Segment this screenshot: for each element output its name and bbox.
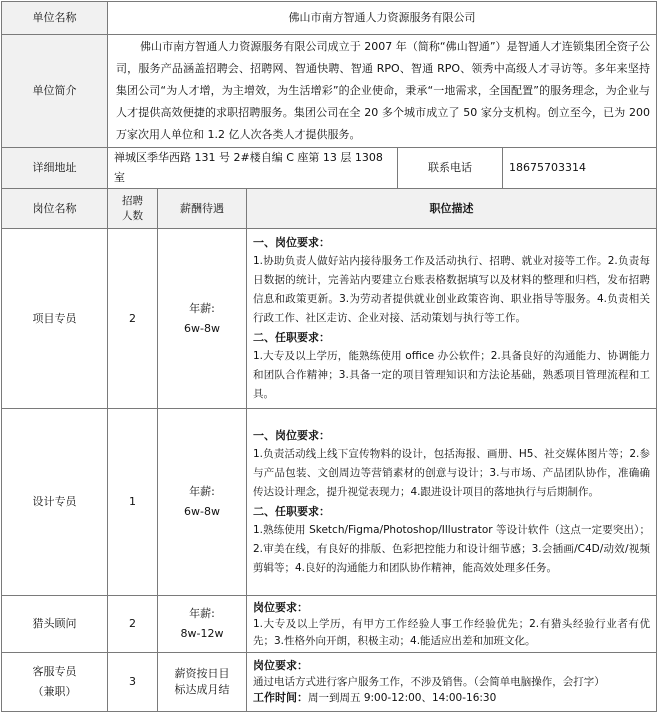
job-title: 设计专员: [2, 409, 108, 596]
salary-value: 6w-8w: [184, 505, 220, 518]
job-count: 2: [108, 596, 158, 653]
position-name-header: 岗位名称: [2, 189, 108, 229]
salary-label: 年薪:: [189, 607, 215, 620]
work-time-title: 工作时间：: [253, 691, 308, 704]
requirements-text: 1.协助负责人做好站内接待服务工作及活动执行、招聘、就业对接等工作。2.负责每日数据的统计，完善站内要建立台账表格数据填写以及材料的整理和归档，发布招聘信息和政策更新。3.为劳动者提供就业创业政策咨询、职业指导等服务。4.负责相关行政工作、社区走访、企业对接、活动策划与执行等工作。: [253, 255, 651, 324]
salary-value: 6w-8w: [184, 321, 220, 335]
company-name: 佛山市南方智通人力资源服务有限公司: [108, 2, 657, 35]
job-description: [247, 229, 657, 409]
requirements-text: 通过电话方式进行客户服务工作，不涉及销售。（会简单电脑操作，会打字）: [253, 676, 605, 688]
job-title: 项目专员: [2, 229, 108, 409]
job-salary: [158, 229, 247, 409]
requirements-text: 1.负责活动线上线下宣传物料的设计，包括海报、画册、H5、社交媒体图片等；2.参与产品包装、文创周边等营销素材的创意与设计；3.与市场、产品团队协作，准确确传达设计理念，提升视觉表现力；4.跟进设计项目的落地执行与后期制作。: [253, 448, 651, 498]
job-title: 客服专员 （兼职）: [2, 653, 108, 712]
salary-header: 薪酬待遇: [158, 189, 247, 229]
job-count: 1: [108, 409, 158, 596]
job-row: [2, 229, 657, 409]
recruitment-table: [1, 1, 657, 712]
job-count: 3: [108, 653, 158, 712]
salary-label: 年薪:: [189, 301, 215, 315]
company-intro-label: 单位简介: [2, 35, 108, 148]
company-name-label: 单位名称: [2, 2, 108, 35]
qualifications-text: 1.熟练使用 Sketch/Figma/Photoshop/Illustrator 等设计软件（这点一定要突出）；2.审美在线，有良好的排版、色彩把控能力和设计细节感；3.会插画/C4D/动效/视频剪辑等；4.良好的沟通能力和团队协作精神，能高效处理多任务。: [253, 524, 651, 574]
job-salary: [158, 409, 247, 596]
requirements-title: 一、岗位要求：: [253, 429, 330, 442]
requirements-text: 1.大专及以上学历，有甲方工作经验人事工作经验优先；2.有猎头经验行业者有优先；3.性格外向开朗，积极主动；4.能适应出差和加班文化。: [253, 617, 651, 647]
qualifications-title: 二、任职要求：: [253, 505, 330, 518]
qualifications-text: 1.大专及以上学历，能熟练使用 office 办公软件；2.具备良好的沟通能力、协调能力和团队合作精神；3.具备一定的项目管理知识和方法论基础，熟悉项目管理流程和工具。: [253, 350, 651, 400]
job-row: [2, 653, 657, 712]
job-title: 猎头顾问: [2, 596, 108, 653]
salary-value: 8w-12w: [180, 627, 224, 640]
work-time-text: 周一到周五 9:00-12:00、14:00-16:30: [308, 692, 497, 704]
job-description: [247, 409, 657, 596]
job-description: [247, 596, 657, 653]
job-salary: 薪资按日目标达成月结: [158, 653, 247, 712]
company-phone: 18675703314: [503, 148, 657, 189]
salary-label: 年薪:: [189, 485, 215, 498]
phone-label: 联系电话: [398, 148, 503, 189]
address-label: 详细地址: [2, 148, 108, 189]
company-intro: 佛山市南方智通人力资源服务有限公司成立于 2007 年（简称“佛山智通”）是智通人才连锁集团全资子公司，服务产品涵盖招聘会、招聘网、智通快聘、智通 RPO、智通 RPO、领秀中高级人才寻访等。多年来坚持集团公司“为人才增，为主增效，为生活增彩”的企业使命，秉承“一地需求，全国配置”的服务理念，为企业与人才提供高效便捷的求职招聘服务。集团公司在全 20 多个城市成立了 50 家分支机构。创立至今，已为 200 万家次用人单位和 1.2 亿人次各类人才提供服务。: [108, 35, 657, 148]
job-count: 2: [108, 229, 158, 409]
job-row: [2, 596, 657, 653]
job-row: [2, 409, 657, 596]
qualifications-title: 二、任职要求：: [253, 331, 330, 344]
job-salary: [158, 596, 247, 653]
headcount-header: 招聘 人数: [108, 189, 158, 229]
requirements-title: 一、岗位要求：: [253, 236, 330, 249]
description-header: 职位描述: [247, 189, 657, 229]
job-description: [247, 653, 657, 712]
requirements-title: 岗位要求：: [253, 600, 308, 614]
requirements-title: 岗位要求：: [253, 659, 308, 672]
company-address: 禅城区季华西路 131 号 2#楼自编 C 座第 13 层 1308 室: [108, 148, 398, 189]
